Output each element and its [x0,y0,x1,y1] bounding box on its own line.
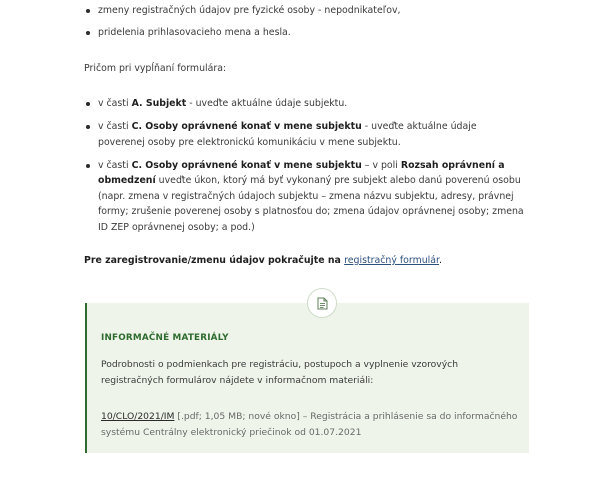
item-bold: A. Subjekt [131,98,187,109]
item-pre: v časti [98,98,132,109]
registration-cta [84,253,524,269]
item-pre: v časti [98,159,132,171]
cta-end: . [439,255,443,266]
list-item: zmeny registračných údajov pre fyzické osoby - nepodnikateľov, [84,3,524,19]
item-bold-2: Rozsah oprávnení a obmedzení [98,159,505,186]
document-link[interactable]: 10/CLO/2021/IM [101,411,175,422]
form-instructions-list [84,96,524,243]
item-pre: v časti [98,121,132,132]
info-box-title: INFORMAČNÉ MATERIÁLY [101,333,229,343]
item-post: uveďte úkon, ktorý má byť vykonaný pre subjekt alebo danú poverenú osobu (napr. zmena v registračných údajoch subjektu – zmena názvu subjektu, adresy, právnej formy; zrušenie poverenej osoby s platnosťou do; zmena údajov oprávnenej osoby; zmena ID ZEP oprávnenej osoby; a pod.) [98,175,524,233]
info-box-text: Podrobnosti o podmienkach pre registráciu, postupoch a vyplnenie vzorových registračných formulárov nájdete v informačnom materiáli: [101,359,459,386]
item-post: - uveďte aktuálne údaje subjektu. [186,98,348,109]
cta-text: Pre zaregistrovanie/zmenu údajov pokračujte na [84,255,345,266]
list-item [84,96,524,112]
info-box-document [101,409,521,440]
item-bold: C. Osoby oprávnené konať v mene subjektu [131,159,362,171]
item-mid: – v poli [361,159,401,171]
list-item [84,119,524,150]
item-post: - uveďte aktuálne údaje poverenej osoby pre elektronickú komunikáciu v mene subjektu. [98,121,477,148]
info-materials-box [85,303,529,453]
registration-form-link[interactable]: registračný formulár [344,255,440,266]
document-icon [307,288,337,318]
registration-list [84,3,524,47]
list-item [84,158,524,236]
list-item: pridelenia prihlasovacieho mena a hesla. [84,25,524,41]
item-bold: C. Osoby oprávnené konať v mene subjektu [131,121,362,132]
intro-text: Pričom pri vypĺňaní formulára: [84,63,227,74]
document-meta: [.pdf; 1,05 MB; nové okno] – Registrácia a prihlásenie sa do informačného systému Centrálny elektronický priečinok od 01.07.2021 [101,411,518,438]
